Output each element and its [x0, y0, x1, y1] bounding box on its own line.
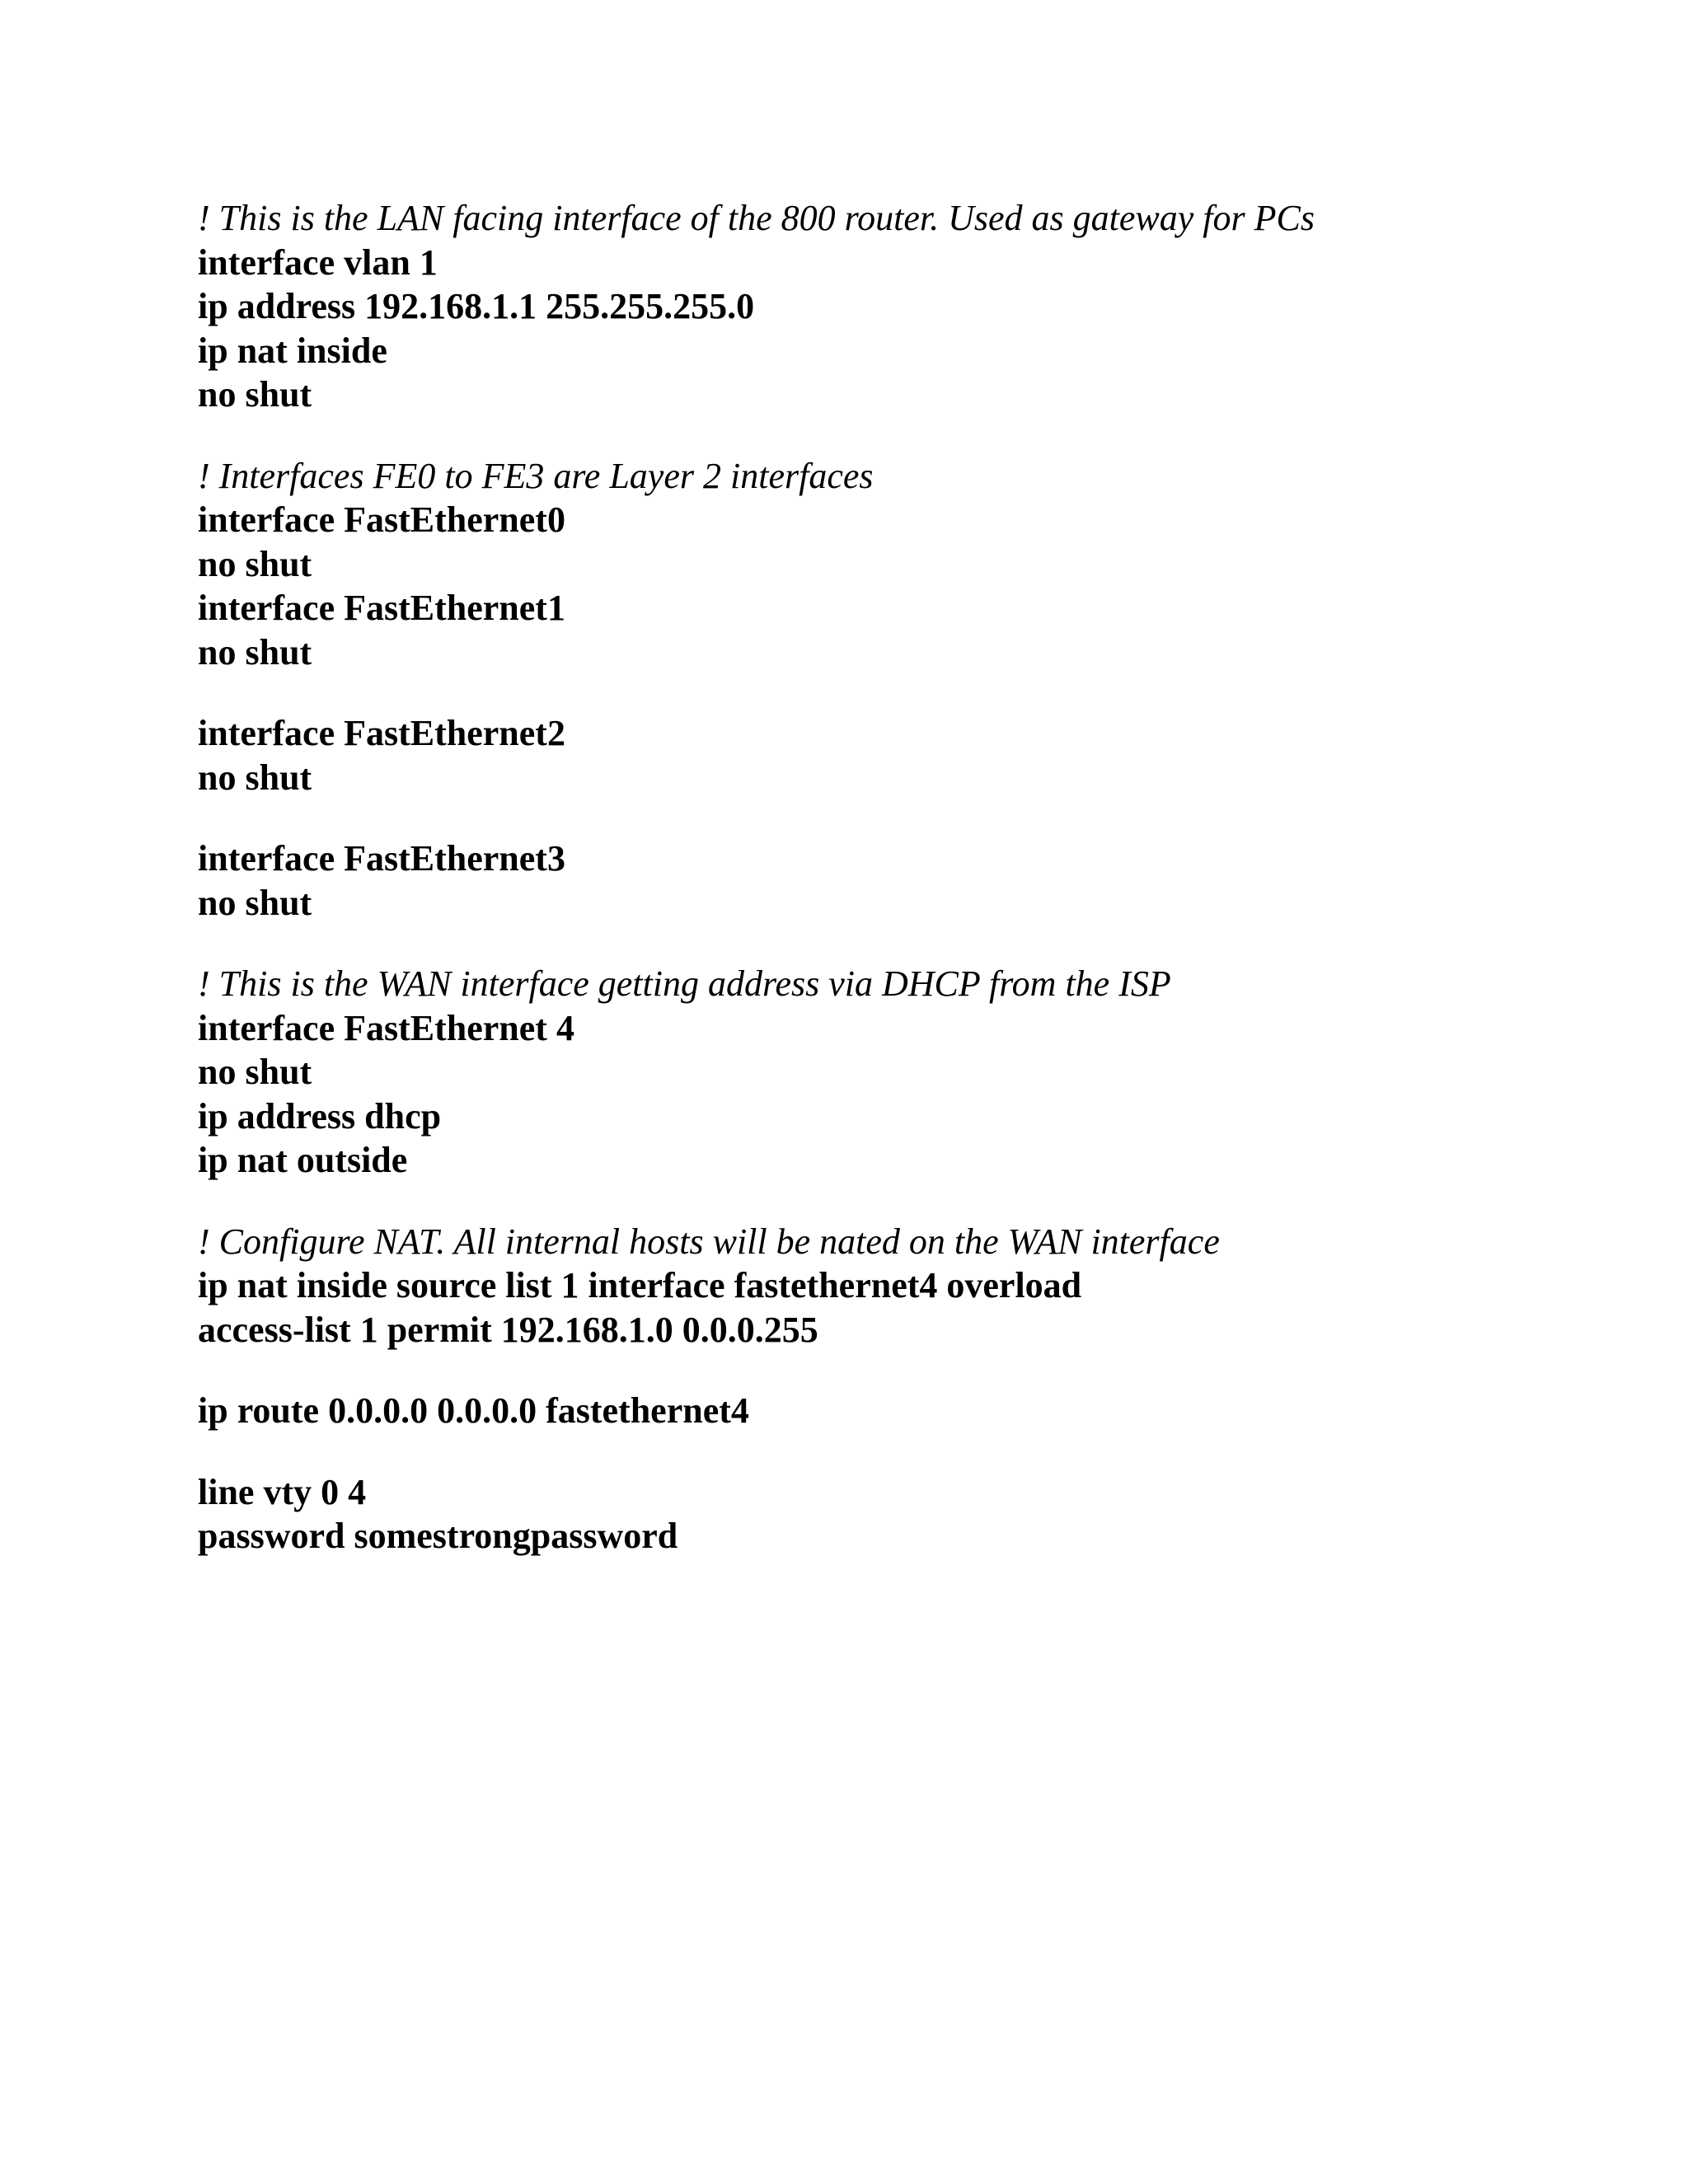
config-comment: ! This is the LAN facing interface of the 800 router. Used as gateway for PCs [198, 198, 1315, 238]
config-command: interface FastEthernet0 [198, 499, 565, 540]
config-command: access-list 1 permit 192.168.1.0 0.0.0.255 [198, 1309, 818, 1350]
config-command: ip nat outside [198, 1140, 408, 1180]
config-command: password somestrongpassword [198, 1516, 678, 1556]
config-command: ip nat inside source list 1 interface fastethernet4 overload [198, 1265, 1082, 1305]
config-command: ip address 192.168.1.1 255.255.255.0 [198, 286, 755, 326]
config-block-fastethernet3 [198, 837, 1599, 925]
config-command: no shut [198, 882, 312, 923]
config-block-layer2-interfaces [198, 454, 1599, 675]
config-command: interface FastEthernet 4 [198, 1007, 574, 1048]
config-command: interface FastEthernet1 [198, 588, 565, 628]
config-comment: ! Interfaces FE0 to FE3 are Layer 2 interfaces [198, 455, 874, 496]
config-comment: ! This is the WAN interface getting address via DHCP from the ISP [198, 963, 1171, 1004]
config-comment: ! Configure NAT. All internal hosts will be nated on the WAN interface [198, 1221, 1220, 1262]
config-command: no shut [198, 631, 312, 673]
config-command: ip address dhcp [198, 1095, 442, 1137]
config-block-vty [198, 1470, 1599, 1558]
config-block-fastethernet2 [198, 711, 1599, 799]
config-command: no shut [198, 374, 312, 415]
config-block-default-route [198, 1389, 1599, 1433]
config-block-lan-interface [198, 196, 1599, 417]
config-command: no shut [198, 1052, 312, 1092]
config-block-wan-interface [198, 962, 1599, 1183]
config-command: no shut [198, 757, 312, 798]
config-command: line vty 0 4 [198, 1471, 367, 1512]
config-command: interface FastEthernet3 [198, 838, 565, 879]
config-command: ip nat inside [198, 330, 387, 371]
config-command: no shut [198, 543, 312, 584]
config-command: interface FastEthernet2 [198, 713, 565, 753]
config-block-nat [198, 1220, 1599, 1352]
router-config-listing [198, 196, 1599, 1596]
config-command: interface vlan 1 [198, 241, 438, 283]
config-command: ip route 0.0.0.0 0.0.0.0 fastethernet4 [198, 1390, 749, 1431]
